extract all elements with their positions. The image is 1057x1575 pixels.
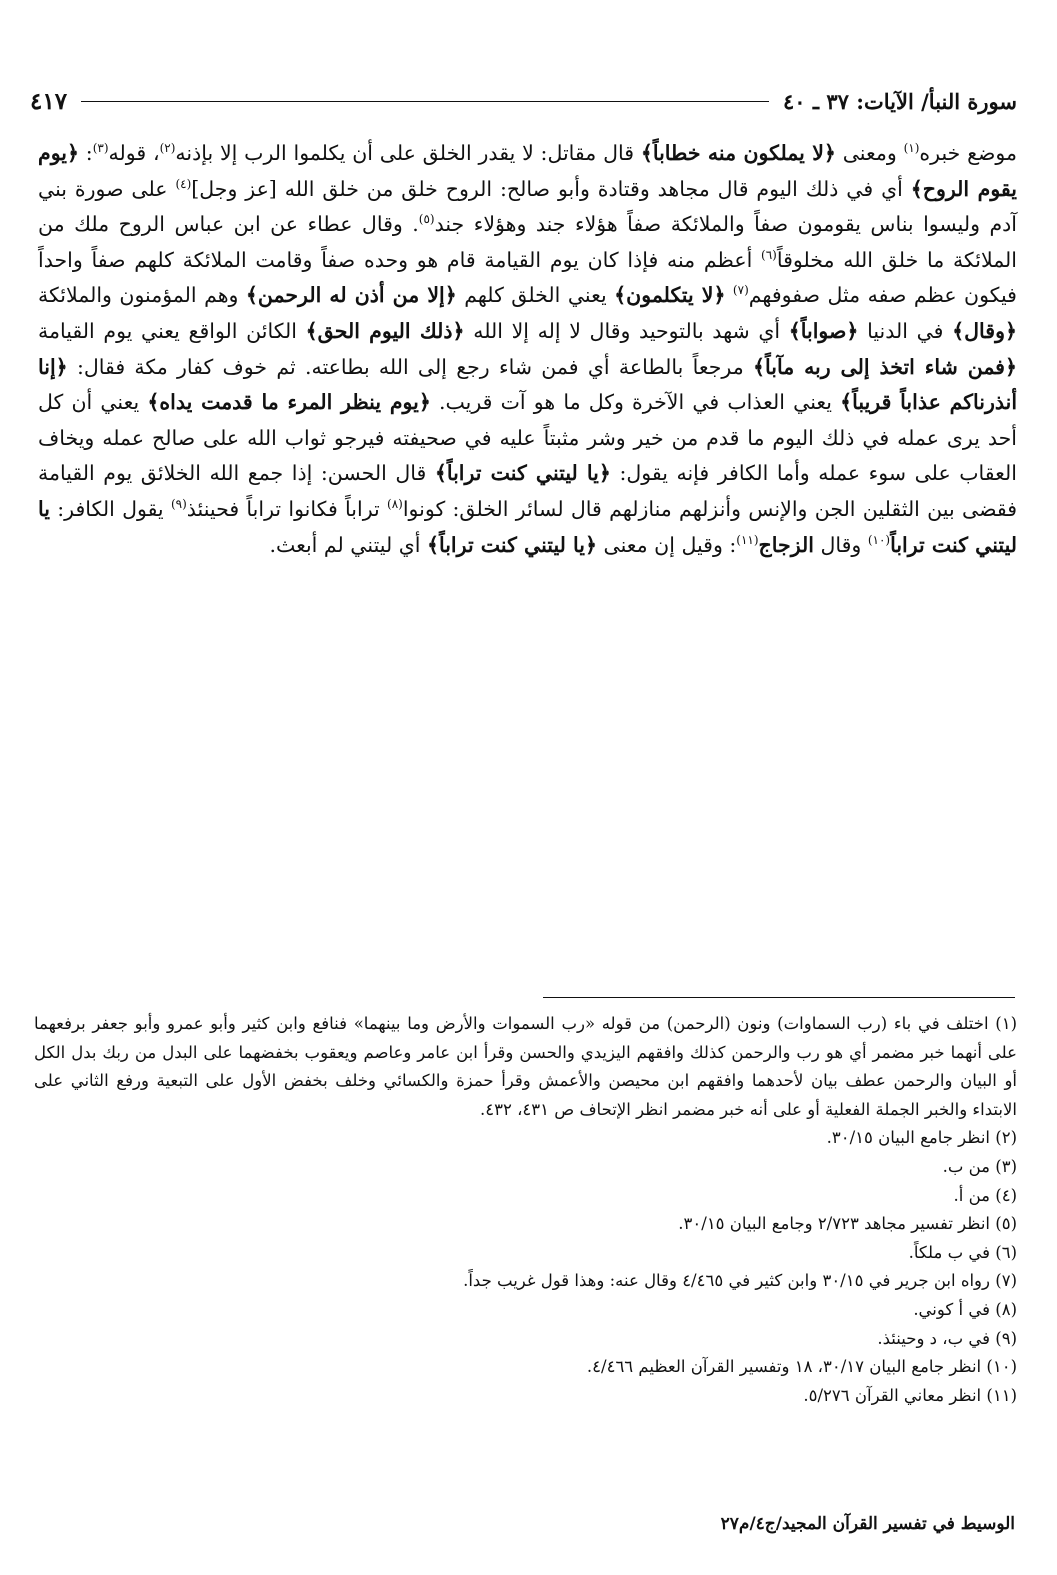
footnote-9: (٩) في ب، د وحينئذ.: [877, 1328, 1017, 1348]
text-run: :: [79, 141, 93, 165]
footnote-1: (١) اختلف في باء (رب السماوات) ونون (الرحمن) من قوله «رب السموات والأرض وما بينهما» فنافع وابن كثير وأبو عمرو وأبو جعفر برفعهما على أنهما خبر مضمر أي هو رب والرحمن كذلك وافقهم اليزيدي والحسن وقرأ ابن عامر وعاصم ويعقوب بخفضهما على البدل من ربك بدل الكل أو البيان والرحمن عطف بيان لأحدهما وافقهم ابن محيصن والأعمش وقرأ حمزة والكسائي وخلف بخفض الأول على التبعية ورفع الثاني على الابتداء والخبر الجملة الفعلية أو على أنه خبر مضمر انظر الإتحاف ص ٤٣١، ٤٣٢.: [34, 1014, 1017, 1119]
text-run: . وقال عطاء عن ابن عباس الروح ملك من الملائكة ما خلق الله مخلوقاً: [38, 212, 1017, 272]
footnote-ref: (٥): [418, 212, 435, 227]
quran-quote: ﴿يوم ينظر المرء ما قدمت يداه﴾: [147, 390, 431, 415]
footnote-ref: (١٠): [867, 532, 891, 547]
text-run: أي في ذلك اليوم قال مجاهد وقتادة وأبو صالح: الروح خلق من خلق الله [عز وجل]: [191, 176, 911, 201]
footnote-6: (٦) في ب ملكاً.: [908, 1242, 1017, 1262]
footnote-ref: (٢): [159, 141, 176, 156]
footnote-4: (٤) من أ.: [953, 1185, 1017, 1205]
text-run: أعظم منه فإذا كان يوم القيامة قام هو وحده صفاً وقامت الملائكة كلهم صفاً واحداً فيكون عظم صفه مثل صفوفهم: [38, 247, 1017, 308]
quran-quote: ﴿يوم يقوم الروح﴾: [38, 141, 1017, 201]
text-run: موضع خبره: [919, 141, 1017, 165]
footnote-ref: (٨): [387, 497, 403, 512]
footnote-2: (٢) انظر جامع البيان ٣٠/١٥.: [826, 1128, 1017, 1148]
quran-quote: ﴿لا يتكلمون﴾: [614, 283, 726, 308]
text-run: يعني أن كل أحد يرى عمله في ذلك اليوم ما قدم من خير وشر مثبتاً عليه في صحيفته فيرجو ثواب الله على صالح عمله ويخاف العقاب على سوء عمله وأما الكافر فإنه يقول:: [38, 390, 1017, 486]
text-run: وقال: [813, 532, 868, 557]
footnote-8: (٨) في أ كوني.: [913, 1299, 1017, 1319]
footnote-7: (٧) رواه ابن جرير في ٣٠/١٥ وابن كثير في ٤/٤٦٥ وقال عنه: وهذا قول غريب جداً.: [463, 1271, 1017, 1291]
text-run: أي شهد بالتوحيد وقال لا إله إلا الله: [464, 318, 789, 343]
quoted-phrase: يا ليتني كنت تراباً: [38, 496, 1017, 557]
footnote-11: (١١) انظر معاني القرآن ٥/٢٧٦.: [803, 1385, 1017, 1405]
text-run: وهم المؤمنون والملائكة: [38, 283, 246, 308]
text-run: الكائن الواقع يعني يوم القيامة: [38, 318, 306, 343]
text-run: يعني الخلق كلهم: [456, 283, 615, 308]
main-text: [38, 136, 1017, 563]
footnote-ref: (٤): [175, 176, 192, 191]
quran-quote: ﴿لا يملكون منه خطاباً﴾: [640, 141, 836, 165]
text-run: تراباً فكانوا تراباً فحينئذ: [186, 496, 388, 521]
text-run: قال مقاتل: لا يقدر الخلق على أن يكلموا الرب إلا بإذنه: [175, 141, 641, 165]
quran-quote: ﴿يا ليتني كنت تراباً﴾: [426, 532, 597, 557]
footnote-3: (٣) من ب.: [942, 1156, 1017, 1176]
text-run: يعني العذاب في الآخرة وكل ما هو آت قريب.: [430, 390, 841, 415]
quran-quote: ﴿وقال﴾: [952, 318, 1017, 343]
footnote-ref: (٧): [732, 283, 749, 298]
quran-quote: ﴿إلا من أذن له الرحمن﴾: [245, 283, 457, 308]
quran-quote: ﴿يا ليتني كنت تراباً﴾: [434, 461, 611, 486]
text-run: يقول الكافر:: [49, 496, 171, 521]
footnote-5: (٥) انظر تفسير مجاهد ٢/٧٢٣ وجامع البيان ٣٠/١٥.: [678, 1214, 1017, 1234]
text-run: أي ليتني لم أبعث.: [269, 532, 427, 557]
footnote-ref: (٩): [170, 497, 187, 512]
text-run: في الدنيا: [858, 318, 953, 343]
quran-quote: ﴿ذلك اليوم الحق﴾: [305, 318, 465, 343]
scholar-name: الزجاج: [758, 532, 814, 557]
quran-quote: ﴿إنا أنذرناكم عذاباً قريباً﴾: [38, 354, 1018, 415]
quran-quote: ﴿فمن شاء اتخذ إلى ربه مآباً﴾: [752, 354, 1017, 379]
footnote-ref: (١): [903, 141, 920, 156]
text-run: على صورة بني آدم وليسوا بناس يقومون صفاً والملائكة صفاً هؤلاء جند وهؤلاء جند: [38, 176, 1017, 237]
text-run: ومعنى: [835, 141, 904, 165]
footnote-ref: (٦): [761, 247, 777, 262]
main-paragraph: [38, 136, 1017, 563]
footnote-ref: (٣): [92, 141, 109, 156]
footnote-separator: [543, 997, 1015, 998]
text-run: مرجعاً بالطاعة أي فمن شاء رجع إلى الله بطاعته. ثم خوف كفار مكة فقال:: [67, 354, 753, 379]
surah-title: سورة النبأ/ الآيات: ٣٧ ـ ٤٠: [783, 88, 1017, 114]
text-run: ، قوله: [108, 141, 160, 165]
text-run: [725, 283, 732, 307]
text-run: : وقيل إن معنى: [597, 532, 737, 557]
book-signature: الوسيط في تفسير القرآن المجيد/ج٤/م٢٧: [720, 1514, 1015, 1534]
header-rule: [81, 101, 769, 102]
footnote-ref: (١١): [736, 532, 759, 547]
quran-quote: ﴿صواباً﴾: [788, 318, 859, 343]
page-number: ٤١٧: [30, 87, 68, 115]
footnotes: [34, 1010, 1017, 1410]
footnote-10: (١٠) انظر جامع البيان ٣٠/١٧، ١٨ وتفسير القرآن العظيم ٤/٤٦٦.: [586, 1357, 1017, 1377]
text-run: قال الحسن: إذا جمع الله الخلائق يوم القيامة فقضى بين الثقلين الجن والإنس وأنزلهم منازلهم قال لسائر الخلق: كونوا: [38, 461, 1018, 521]
running-header: [30, 84, 1017, 118]
